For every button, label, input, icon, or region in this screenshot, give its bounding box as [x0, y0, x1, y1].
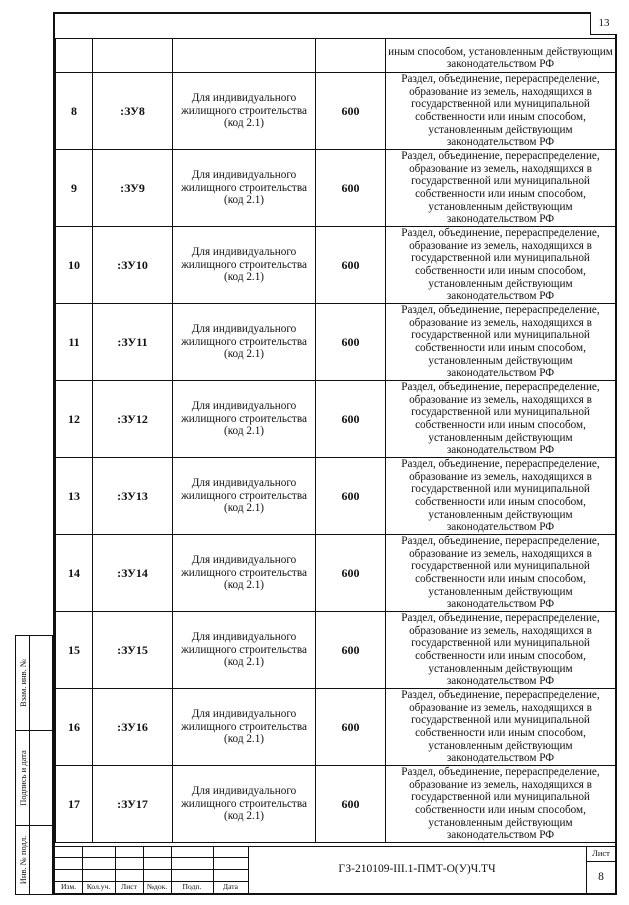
page-corner-number: 13 [590, 12, 617, 35]
cell-num: 15 [56, 612, 93, 689]
cell-area: 600 [316, 381, 386, 458]
table-row-continuation [56, 39, 616, 73]
table-body [56, 39, 616, 843]
tb-header-kol-uch: Кол.уч. [86, 882, 111, 891]
cell-code: :ЗУ11 [93, 304, 173, 381]
cell-area: 600 [316, 73, 386, 150]
cell-area: 600 [316, 535, 386, 612]
sheet-box [586, 846, 615, 893]
cell-method: Раздел, объединение, перераспределение, образование из земель, находящихся в государственной или муниципальной собственности или иным способом, установленным действующим законодательством РФ [386, 458, 616, 535]
cell-num: 14 [56, 535, 93, 612]
revision-grid [55, 846, 249, 893]
cell-area: 600 [316, 458, 386, 535]
cell-code: :ЗУ16 [93, 689, 173, 766]
side-label-inv: Инв. № подл. [17, 835, 28, 885]
cell-num: 11 [56, 304, 93, 381]
cell-method: Раздел, объединение, перераспределение, образование из земель, находящихся в государственной или муниципальной собственности или иным способом, установленным действующим законодательством РФ [386, 73, 616, 150]
side-label-podpis: Подпись и дата [17, 750, 28, 806]
cell-use: Для индивидуального жилищного строительства (код 2.1) [173, 227, 316, 304]
side-cell-inv [15, 825, 53, 895]
cell-area: 600 [316, 612, 386, 689]
cell-num [56, 39, 93, 73]
land-plots-table [55, 38, 616, 843]
tb-header-izm: Изм. [60, 882, 77, 891]
table-row [56, 304, 616, 381]
cell-area: 600 [316, 689, 386, 766]
cell-use: Для индивидуального жилищного строительства (код 2.1) [173, 304, 316, 381]
cell-code: :ЗУ10 [93, 227, 173, 304]
table-row [56, 227, 616, 304]
cell-num: 16 [56, 689, 93, 766]
cell-method: Раздел, объединение, перераспределение, образование из земель, находящихся в государственной или муниципальной собственности или иным способом, установленным действующим законодательством РФ [386, 150, 616, 227]
cell-code: :ЗУ8 [93, 73, 173, 150]
table-row [56, 150, 616, 227]
cell-method: иным способом, установленным действующим законодательством РФ [386, 39, 616, 73]
cell-area: 600 [316, 227, 386, 304]
sheet-label: Лист [587, 846, 615, 862]
cell-method: Раздел, объединение, перераспределение, образование из земель, находящихся в государственной или муниципальной собственности или иным способом, установленным действующим законодательством РФ [386, 535, 616, 612]
cell-num: 9 [56, 150, 93, 227]
tb-header-data: Дата [222, 882, 239, 891]
cell-use: Для индивидуального жилищного строительства (код 2.1) [173, 458, 316, 535]
cell-method: Раздел, объединение, перераспределение, образование из земель, находящихся в государственной или муниципальной собственности или иным способом, установленным действующим законодательством РФ [386, 766, 616, 843]
cell-area: 600 [316, 304, 386, 381]
cell-code: :ЗУ12 [93, 381, 173, 458]
cell-area [316, 39, 386, 73]
cell-use: Для индивидуального жилищного строительства (код 2.1) [173, 535, 316, 612]
cell-code: :ЗУ14 [93, 535, 173, 612]
sheet-number: 8 [598, 871, 604, 883]
table-row [56, 73, 616, 150]
table-row [56, 381, 616, 458]
cell-use: Для индивидуального жилищного строительства (код 2.1) [173, 612, 316, 689]
cell-num: 12 [56, 381, 93, 458]
tb-header-podp: Подп. [182, 882, 202, 891]
cell-use: Для индивидуального жилищного строительства (код 2.1) [173, 689, 316, 766]
tb-header-list: Лист [121, 882, 137, 891]
cell-method: Раздел, объединение, перераспределение, образование из земель, находящихся в государственной или муниципальной собственности или иным способом, установленным действующим законодательством РФ [386, 612, 616, 689]
cell-code: :ЗУ15 [93, 612, 173, 689]
side-label-vzam: Взам. инв. № [17, 659, 28, 707]
side-cell-podpis [15, 730, 53, 826]
cell-use: Для индивидуального жилищного строительства (код 2.1) [173, 381, 316, 458]
cell-use: Для индивидуального жилищного строительства (код 2.1) [173, 73, 316, 150]
cell-area: 600 [316, 766, 386, 843]
table-row [56, 535, 616, 612]
cell-method: Раздел, объединение, перераспределение, образование из земель, находящихся в государственной или муниципальной собственности или иным способом, установленным действующим законодательством РФ [386, 381, 616, 458]
table-row [56, 612, 616, 689]
cell-method: Раздел, объединение, перераспределение, образование из земель, находящихся в государственной или муниципальной собственности или иным способом, установленным действующим законодательством РФ [386, 689, 616, 766]
title-block [55, 846, 615, 893]
cell-use: Для индивидуального жилищного строительства (код 2.1) [173, 766, 316, 843]
cell-method: Раздел, объединение, перераспределение, образование из земель, находящихся в государственной или муниципальной собственности или иным способом, установленным действующим законодательством РФ [386, 304, 616, 381]
side-cell-vzam [15, 635, 53, 731]
table-row [56, 689, 616, 766]
table-row [56, 766, 616, 843]
cell-use: Для индивидуального жилищного строительства (код 2.1) [173, 150, 316, 227]
cell-code [93, 39, 173, 73]
cell-num: 13 [56, 458, 93, 535]
cell-num: 17 [56, 766, 93, 843]
tb-header-ndok: №док. [146, 882, 168, 891]
cell-use [173, 39, 316, 73]
cell-num: 8 [56, 73, 93, 150]
cell-area: 600 [316, 150, 386, 227]
cell-code: :ЗУ13 [93, 458, 173, 535]
cell-num: 10 [56, 227, 93, 304]
document-code: ГЗ-210109-III.1-ПМТ-О(У)Ч.ТЧ [338, 863, 496, 875]
cell-code: :ЗУ17 [93, 766, 173, 843]
cell-code: :ЗУ9 [93, 150, 173, 227]
table-row [56, 458, 616, 535]
cell-method: Раздел, объединение, перераспределение, образование из земель, находящихся в государственной или муниципальной собственности или иным способом, установленным действующим законодательством РФ [386, 227, 616, 304]
